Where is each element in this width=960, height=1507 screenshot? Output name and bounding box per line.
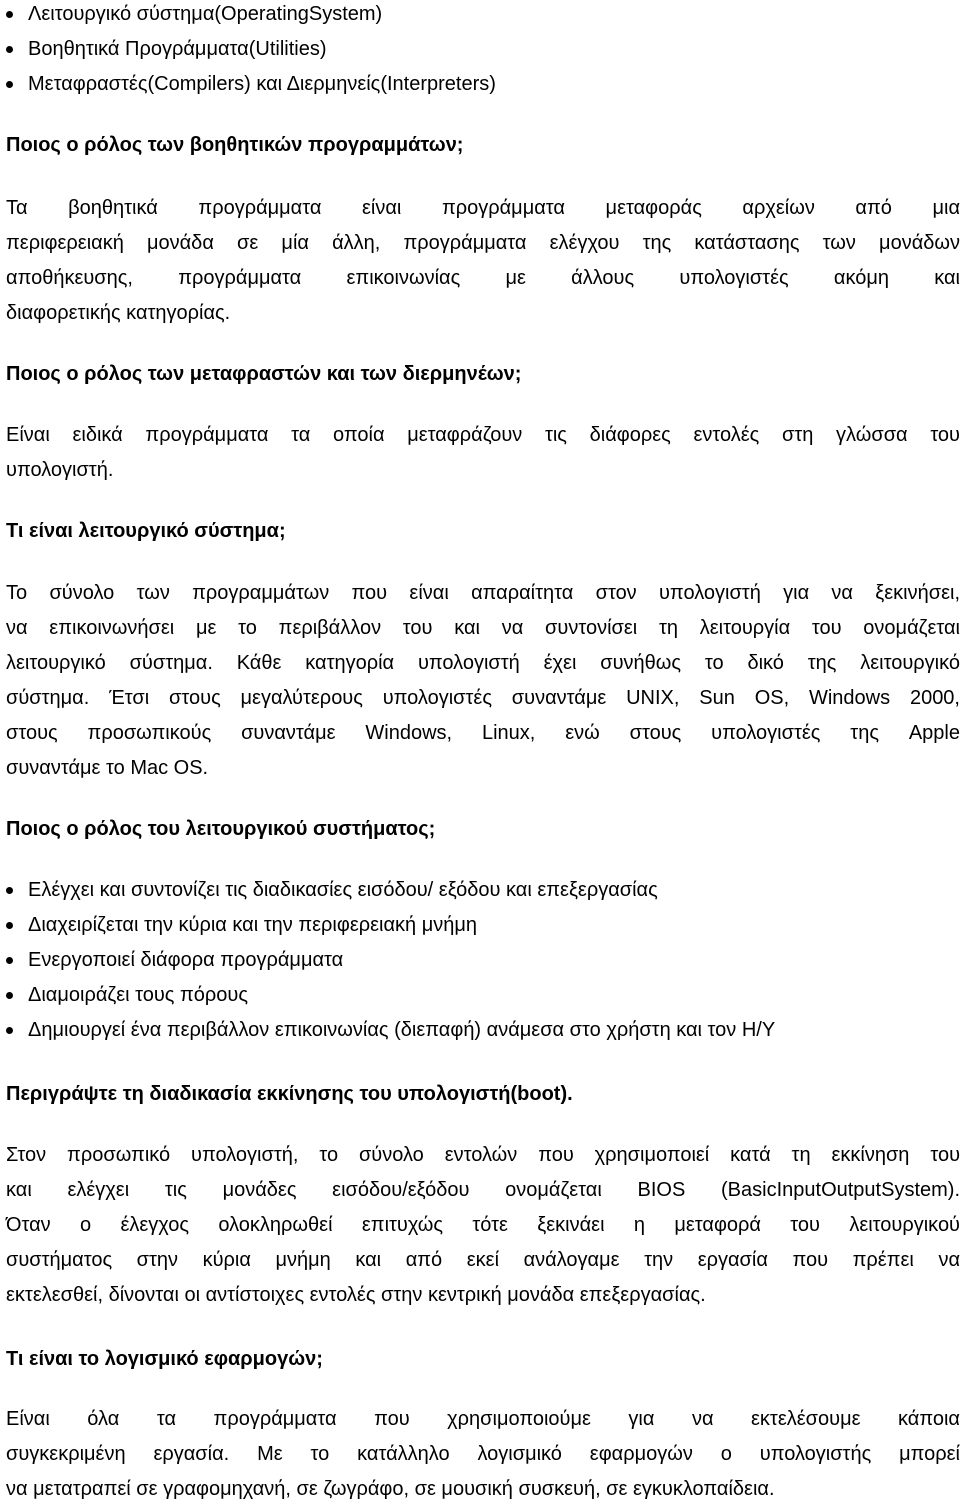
section-heading: Ποιος ο ρόλος των βοηθητικών προγραμμάτων; bbox=[6, 134, 464, 156]
list-item bbox=[6, 978, 775, 1013]
paragraph-line: να επικοινωνήσει με το περιβάλλον του και να συντονίσει τη λειτουργία του ονομάζεται bbox=[6, 617, 960, 639]
list-item bbox=[6, 1013, 775, 1048]
paragraph bbox=[6, 576, 960, 786]
os-role-list bbox=[6, 873, 775, 1048]
list-item-text: Ελέγχει και συντονίζει τις διαδικασίες εισόδου/ εξόδου και επεξεργασίας bbox=[28, 879, 658, 901]
list-item-text: Διαμοιράζει τους πόρους bbox=[28, 984, 248, 1006]
paragraph-line: στους προσωπικούς συναντάμε Windows, Linux, ενώ στους υπολογιστές της Apple bbox=[6, 722, 960, 744]
paragraph-line: Είναι όλα τα προγράμματα που χρησιμοποιούμε για να εκτελέσουμε κάποια bbox=[6, 1408, 960, 1430]
paragraph bbox=[6, 191, 960, 331]
paragraph-line: Στον προσωπικό υπολογιστή, το σύνολο εντολών που χρησιμοποιεί κατά τη εκκίνηση του bbox=[6, 1144, 960, 1166]
paragraph-line: περιφερειακή μονάδα σε μία άλλη, προγράμματα ελέγχου της κατάστασης των μονάδων bbox=[6, 232, 960, 254]
list-item-text: Βοηθητικά Προγράμματα(Utilities) bbox=[28, 38, 327, 60]
list-item bbox=[6, 67, 496, 102]
list-item bbox=[6, 873, 775, 908]
paragraph bbox=[6, 1138, 960, 1313]
paragraph-line: Το σύνολο των προγραμμάτων που είναι απαραίτητα στον υπολογιστή για να ξεκινήσει, bbox=[6, 582, 960, 604]
paragraph-line: λειτουργικό σύστημα. Κάθε κατηγορία υπολογιστή έχει συνήθως το δικό της λειτουργικό bbox=[6, 652, 960, 674]
paragraph bbox=[6, 1402, 960, 1507]
paragraph-line: εκτελεσθεί, δίνονται οι αντίστοιχες εντολές στην κεντρική μονάδα επεξεργασίας. bbox=[6, 1284, 706, 1306]
software-categories-list bbox=[6, 0, 496, 102]
list-item-text: Ενεργοποιεί διάφορα προγράμματα bbox=[28, 949, 344, 971]
section-heading: Ποιος ο ρόλος του λειτουργικού συστήματος; bbox=[6, 818, 436, 840]
bullet-icon bbox=[6, 81, 13, 88]
paragraph-line: και ελέγχει τις μονάδες εισόδου/εξόδου ονομάζεται BIOS (BasicInputOutputSystem). bbox=[6, 1179, 960, 1201]
paragraph-line: συναντάμε το Mac OS. bbox=[6, 757, 209, 779]
section-heading: Τι είναι λειτουργικό σύστημα; bbox=[6, 520, 286, 542]
paragraph bbox=[6, 418, 960, 488]
paragraph-line: υπολογιστή. bbox=[6, 459, 114, 481]
list-item-text: Δημιουργεί ένα περιβάλλον επικοινωνίας (διεπαφή) ανάμεσα στο χρήστη και τον Η/Υ bbox=[28, 1019, 776, 1041]
list-item-text: Λειτουργικό σύστημα(OperatingSystem) bbox=[28, 3, 383, 25]
bullet-icon bbox=[6, 11, 13, 18]
bullet-icon bbox=[6, 1027, 13, 1034]
paragraph-line: αποθήκευσης, προγράμματα επικοινωνίας με άλλους υπολογιστές ακόμη και bbox=[6, 267, 960, 289]
section-heading: Ποιος ο ρόλος των μεταφραστών και των διερμηνέων; bbox=[6, 363, 522, 385]
list-item bbox=[6, 32, 496, 67]
paragraph-line: συστήματος στην κύρια μνήμη και από εκεί ανάλογαμε την εργασία που πρέπει να bbox=[6, 1249, 960, 1271]
paragraph-line: διαφορετικής κατηγορίας. bbox=[6, 302, 231, 324]
list-item-text: Διαχειρίζεται την κύρια και την περιφερειακή μνήμη bbox=[28, 914, 478, 936]
list-item bbox=[6, 0, 496, 32]
list-item-text: Μεταφραστές(Compilers) και Διερμηνείς(Interpreters) bbox=[28, 73, 496, 95]
bullet-icon bbox=[6, 922, 13, 929]
paragraph-line: να μετατραπεί σε γραφομηχανή, σε ζωγράφο, σε μουσική συσκευή, σε εγκυκλοπαίδεια. bbox=[6, 1478, 775, 1500]
section-heading: Περιγράψτε τη διαδικασία εκκίνησης του υπολογιστή(boot). bbox=[6, 1083, 573, 1105]
paragraph-line: Είναι ειδικά προγράμματα τα οποία μεταφράζουν τις διάφορες εντολές στη γλώσσα του bbox=[6, 424, 960, 446]
paragraph-line: Τα βοηθητικά προγράμματα είναι προγράμματα μεταφοράς αρχείων από μια bbox=[6, 197, 960, 219]
bullet-icon bbox=[6, 992, 13, 999]
bullet-icon bbox=[6, 957, 13, 964]
paragraph-line: συγκεκριμένη εργασία. Με το κατάλληλο λογισμικό εφαρμογών ο υπολογιστής μπορεί bbox=[6, 1443, 960, 1465]
list-item bbox=[6, 908, 775, 943]
list-item bbox=[6, 943, 775, 978]
paragraph-line: σύστημα. Έτσι στους μεγαλύτερους υπολογιστές συναντάμε UNIX, Sun OS, Windows 2000, bbox=[6, 687, 960, 709]
bullet-icon bbox=[6, 887, 13, 894]
bullet-icon bbox=[6, 46, 13, 53]
paragraph-line: Όταν ο έλεγχος ολοκληρωθεί επιτυχώς τότε ξεκινάει η μεταφορά του λειτουργικού bbox=[6, 1214, 960, 1236]
section-heading: Τι είναι το λογισμικό εφαρμογών; bbox=[6, 1348, 323, 1370]
